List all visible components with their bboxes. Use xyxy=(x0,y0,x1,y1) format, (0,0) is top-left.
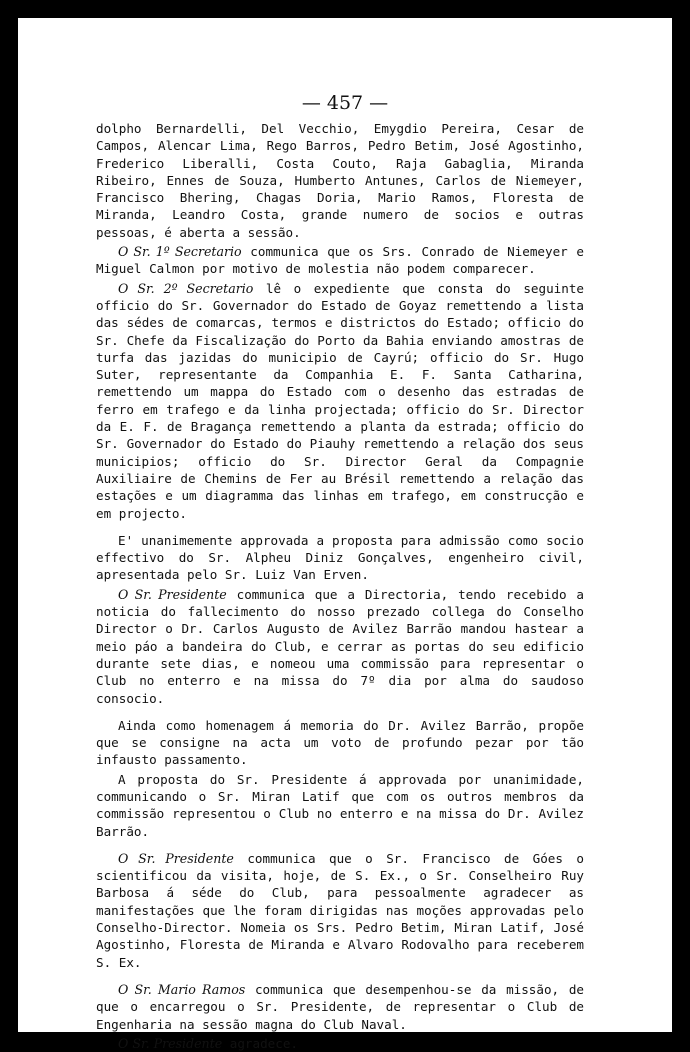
paragraph-second-secretary: O Sr. 2º Secretario lê o expediente que consta do seguinte officio do Sr. Governador do Estado de Goyaz remettendo a lista das sédes de comarcas, termos e districtos do Estado; officio do Sr. Chefe da Fiscalização do Porto da Bahia enviando amostras de turfa das jazidas do municipio de Cayrú; officio do Sr. Hugo Suter, representante da Companhia E. F. Santa Catharina, remettendo um mappa do Estado com o desenho das estradas de ferro em trafego e da linha projectada; officio do Sr. Director da E. F. de Bragança remettendo a planta da estrada; officio do Sr. Governador do Estado do Piauhy remettendo a relação dos seus municipios; officio do Sr. Director Geral da Compagnie Auxiliaire de Chemins de Fer au Brésil remettendo a relação das estações e um diagramma das linhas em trafego, em construcção e em projecto. xyxy=(96,280,584,521)
paragraph-admission: E' unanimemente approvada a proposta para admissão como socio effectivo do Sr. Alpheu Diniz Gonçalves, engenheiro civil, apresentada pelo Sr. Luiz Van Erven. xyxy=(96,532,584,583)
paragraph-president-obituary: O Sr. Presidente communica que a Directoria, tendo recebido a noticia do fallecimento do nosso prezado collega do Conselho Director o Dr. Carlos Augusto de Avilez Barrão mandou hastear a meio páo a bandeira do Club, e cerrar as portas do seu edificio durante sete dias, e nomeou uma commissão para representar o Club no enterro e na missa do 7º dia por alma do saudoso consocio. xyxy=(96,586,584,706)
speaker-name: O Sr. Mario Ramos xyxy=(118,981,246,997)
minutes-text xyxy=(96,120,584,1052)
paragraph-first-secretary: O Sr. 1º Secretario communica que os Srs. Conrado de Niemeyer e Miguel Calmon por motivo de molestia não podem comparecer. xyxy=(96,244,584,277)
speaker-name: O Sr. Presidente xyxy=(118,850,234,866)
paragraph-president-thanks: O Sr. Presidente agradece. xyxy=(118,1035,299,1051)
paragraph-president-visit: O Sr. Presidente communica que o Sr. Francisco de Góes o scientificou da visita, hoje, de S. Ex., o Sr. Conselheiro Ruy Barbosa á séde do Club, para pessoalmente agradecer as manifestações que lhe foram dirigidas nas moções approvadas pelo Conselho-Director. Nomeia os Srs. Pedro Betim, Miran Latif, José Agostinho, Floresta de Miranda e Alvaro Rodovalho para receberem S. Ex. xyxy=(96,850,584,970)
page-number: — 457 — xyxy=(301,92,389,114)
paragraph-mario-ramos: O Sr. Mario Ramos communica que desempenhou-se da missão, de que o encarregou o Sr. Presidente, de representar o Club de Engenharia na sessão magna do Club Naval. xyxy=(96,981,585,1032)
speaker-name: O Sr. 2º Secretario xyxy=(118,280,254,296)
speaker-name: O Sr. Presidente xyxy=(118,586,227,602)
document-page xyxy=(18,18,672,1051)
paragraph-proposal-approved: A proposta do Sr. Presidente á approvada por unanimidade, communicando o Sr. Miran Latif que com os outros membros da commissão representou o Club no enterro e na missa do Dr. Avilez Barrão. xyxy=(96,771,584,839)
speaker-name: O Sr. Presidente xyxy=(118,1035,223,1051)
paragraph-homage: Ainda como homenagem á memoria do Dr. Avilez Barrão, propõe que se consigne na acta um voto de profundo pezar por tão infausto passamento. xyxy=(96,717,584,768)
paragraph-attendees: dolpho Bernardelli, Del Vecchio, Emygdio Pereira, Cesar de Campos, Alencar Lima, Rego Barros, Pedro Betim, José Agostinho, Frederico Liberalli, Costa Couto, Raja Gabaglia, Miranda Ribeiro, Ennes de Souza, Humberto Antunes, Carlos de Niemeyer, Francisco Bhering, Chagas Doria, Mario Ramos, Floresta de Miranda, Leandro Costa, grande numero de socios e outras pessoas, é aberta a sessão. xyxy=(96,121,584,240)
speaker-name: O Sr. 1º Secretario xyxy=(118,244,242,260)
